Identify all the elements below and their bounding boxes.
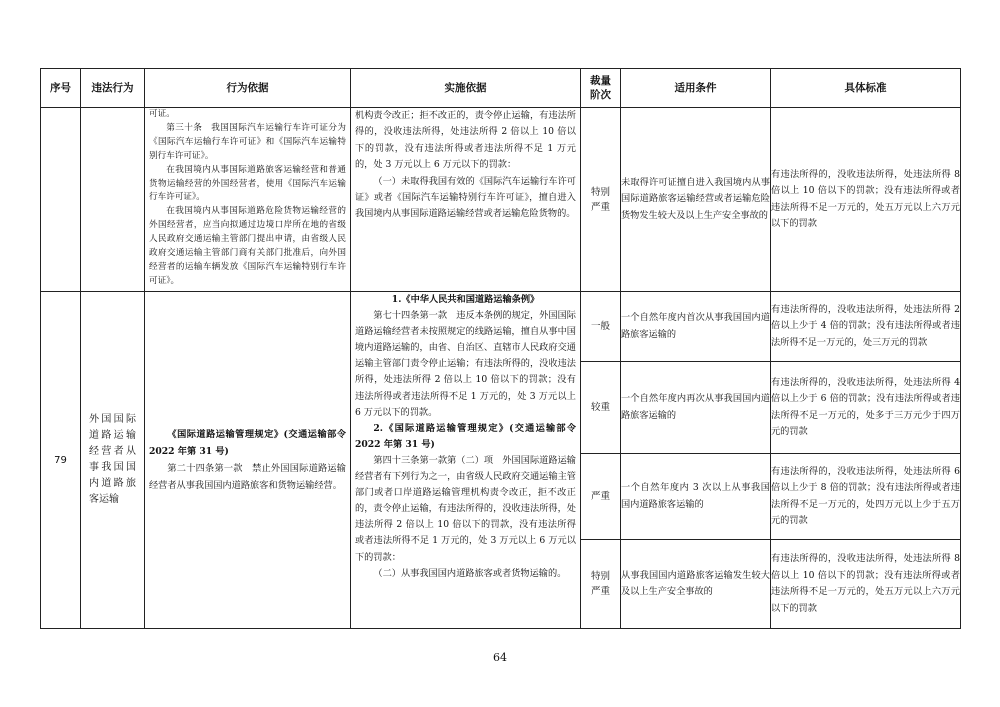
row79-condition-1: 一个自然年度内首次从事我国国内道路旅客运输的: [621, 292, 771, 362]
header-seq: 序号: [41, 69, 81, 108]
row79-level-4: 特别严重: [590, 571, 610, 597]
table-row-79-level-1: [41, 292, 961, 362]
row79-level-1: 一般: [581, 292, 621, 362]
row79-condition-2: 一个自然年度内再次从事我国国内道路旅客运输的: [621, 362, 771, 454]
header-condition: 适用条件: [621, 69, 771, 108]
row79-violation-cell: [81, 292, 145, 629]
cont-basis-p2: 在我国境内从事国际道路旅客运输经营和普通货物运输经营的外国经营者，使用《国际汽车运输行车许可证》。: [149, 164, 346, 203]
row79-level-3: 严重: [581, 454, 621, 540]
cont-level-text: 特别严重: [590, 186, 610, 213]
row79-basis-text: 第二十四条第一款 禁止外国国际道路运输经营者从事我国国内道路旅客和货物运输经营。: [149, 463, 346, 491]
cont-impl-p0: 机构责令改正；拒不改正的，责令停止运输，有违法所得的，没收违法所得，处违法所得 2 倍以上 10 倍以下的罚款，没有违法所得或者违法所得不足 1 万元的，处 3 万元以上 6 万元以下的罚款：: [355, 110, 576, 171]
page-number: 64: [493, 651, 507, 664]
row79-level-4-cell: [581, 540, 621, 629]
row79-violation-text: 外国国际道路运输经营者从事我国国内道路旅客运输: [89, 414, 136, 505]
cont-basis-p3: 在我国境内从事国际道路危险货物运输经营的外国经营者，应当向拟通过边境口岸所在地的省级人民政府交通运输主管部门提出申请，由省级人民政府交通运输主管部门商有关部门批准后，向外国经营者的运输车辆发放《国际汽车运输特别行车许可证》。: [149, 206, 346, 286]
row79-impl-text3: （二）从事我国国内道路旅客或者货物运输的。: [373, 567, 567, 579]
row79-impl-cell: [351, 292, 581, 629]
header-level: [581, 69, 621, 108]
cont-seq-cell: [41, 108, 81, 292]
cont-impl-p1: （一）未取得我国有效的《国际汽车运输行车许可证》或者《国际汽车运输特别行车许可证》，擅自进入我国境内从事国际道路运输经营或者运输危险货物的。: [355, 175, 576, 220]
row79-impl-text1: 第七十四条第一款 违反本条例的规定，外国国际道路运输经营者未按照规定的线路运输，擅自从事中国境内道路运输的，由省、自治区、直辖市人民政府交通运输主管部门责令停止运输；有违法所得的，没收违法所得，处违法所得 2 倍以上 10 倍以下的罚款；没有违法所得或者违法所得不足 1 万元的，处 3 万元以上 6 万元以下的罚款。: [355, 310, 576, 418]
cont-impl-cell: [351, 108, 581, 292]
row79-condition-4: 从事我国国内道路旅客运输发生较大及以上生产安全事故的: [621, 540, 771, 629]
row79-condition-3: 一个自然年度内 3 次以上从事我国国内道路旅客运输的: [621, 454, 771, 540]
cont-condition-cell: 未取得许可证擅自进入我国境内从事国际道路旅客运输经营或者运输危险货物发生较大及以上生产安全事故的: [621, 108, 771, 292]
header-basis: 行为依据: [145, 69, 351, 108]
cont-basis-p1: 第三十条 我国国际汽车运输行车许可证分为《国际汽车运输行车许可证》和《国际汽车运输特别行车许可证》。: [149, 122, 346, 161]
row79-basis-cell: [145, 292, 351, 629]
cont-basis-cell: [145, 108, 351, 292]
row79-standard-2: 有违法所得的，没收违法所得，处违法所得 4 倍以上少于 6 倍的罚款；没有违法所得或者违法所得不足一万元的，处多于三万元少于四万元的罚款: [771, 362, 961, 454]
row79-standard-1: 有违法所得的，没收违法所得，处违法所得 2 倍以上少于 4 倍的罚款；没有违法所得或者违法所得不足一万元的，处三万元的罚款: [771, 292, 961, 362]
cont-violation-cell: [81, 108, 145, 292]
header-standard: 具体标准: [771, 69, 961, 108]
row79-impl-title2: 2.《国际道路运输管理规定》(交通运输部令 2022 年第 31 号): [355, 422, 576, 450]
row79-seq-cell: 79: [41, 292, 81, 629]
header-implementation: 实施依据: [351, 69, 581, 108]
row79-standard-3: 有违法所得的，没收违法所得，处违法所得 6 倍以上少于 8 倍的罚款；没有违法所得或者违法所得不足一万元的，处四万元以上少于五万元的罚款: [771, 454, 961, 540]
row79-standard-4: 有违法所得的，没收违法所得，处违法所得 8 倍以上 10 倍以下的罚款；没有违法所得或者违法所得不足一万元的，处五万元以上六万元以下的罚款: [771, 540, 961, 629]
row79-impl-title1: 1.《中华人民共和国道路运输条例》: [391, 294, 540, 305]
row79-impl-text2: 第四十三条第一款第（二）项 外国国际道路运输经营者有下列行为之一，由省级人民政府交通运输主管部门或者口岸道路运输管理机构责令改正，拒不改正的，责令停止运输，有违法所得的，没收违法所得，处违法所得 2 倍以上 10 倍以下的罚款，没有违法所得或者违法所得不足 1 万元的，处 3 万元以上 6 万元以下的罚款：: [355, 454, 576, 563]
table-row-continued: [41, 108, 961, 292]
row79-level-2: 较重: [581, 362, 621, 454]
penalty-discretion-table: [40, 68, 961, 629]
header-violation: 违法行为: [81, 69, 145, 108]
cont-level-cell: [581, 108, 621, 292]
header-level-line2: 阶次: [590, 89, 611, 101]
header-level-line1: 裁量: [590, 75, 611, 87]
cont-basis-p0: 可证。: [149, 109, 175, 119]
row79-basis-title: 《国际道路运输管理规定》(交通运输部令 2022 年第 31 号): [149, 429, 346, 457]
table-header-row: [41, 69, 961, 108]
cont-standard-cell: 有违法所得的，没收违法所得，处违法所得 8 倍以上 10 倍以下的罚款；没有违法所得或者违法所得不足一万元的，处五万元以上六万元以下的罚款: [771, 108, 961, 292]
